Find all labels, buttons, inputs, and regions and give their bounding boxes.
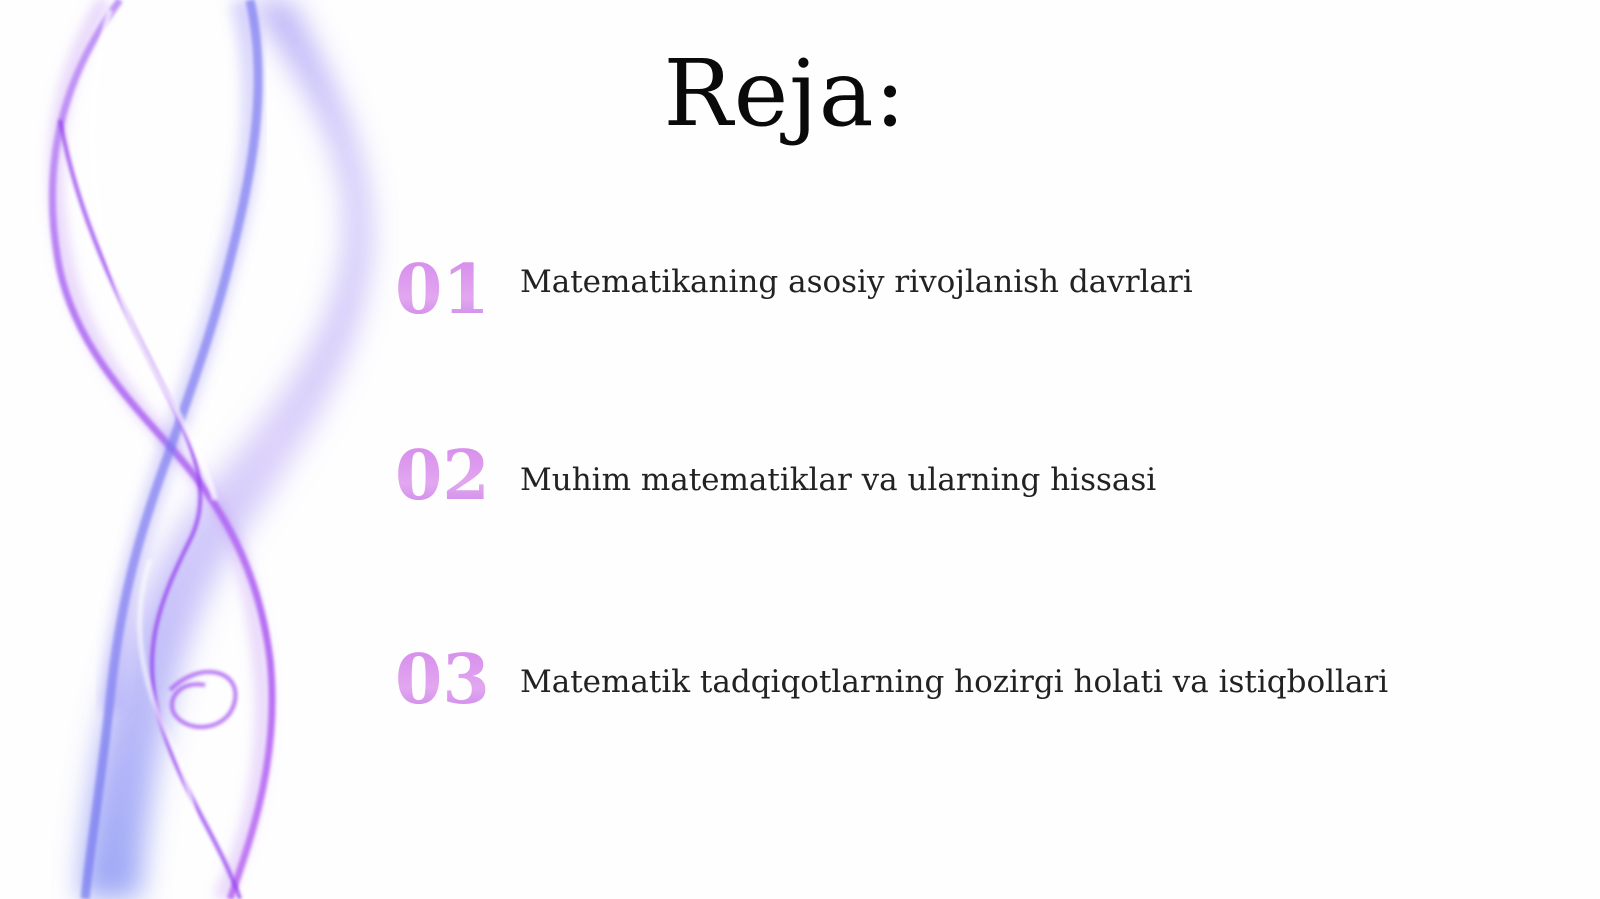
agenda-item-2 [395, 436, 1545, 516]
agenda-item-3 [395, 640, 1545, 720]
agenda-number-3: 03 [395, 640, 490, 720]
agenda-number-2: 02 [395, 436, 490, 516]
agenda-text-2: Muhim matematiklar va ularning hissasi [520, 462, 1157, 498]
agenda-number-1: 01 [395, 250, 490, 330]
slide-title [0, 40, 1600, 147]
agenda-text-3: Matematik tadqiqotlarning hozirgi holati va istiqbollari [520, 664, 1389, 700]
agenda-text-1: Matematikaning asosiy rivojlanish davrlari [520, 264, 1193, 300]
agenda-item-1 [395, 250, 1545, 330]
slide-title-text: Reja: [663, 40, 907, 147]
